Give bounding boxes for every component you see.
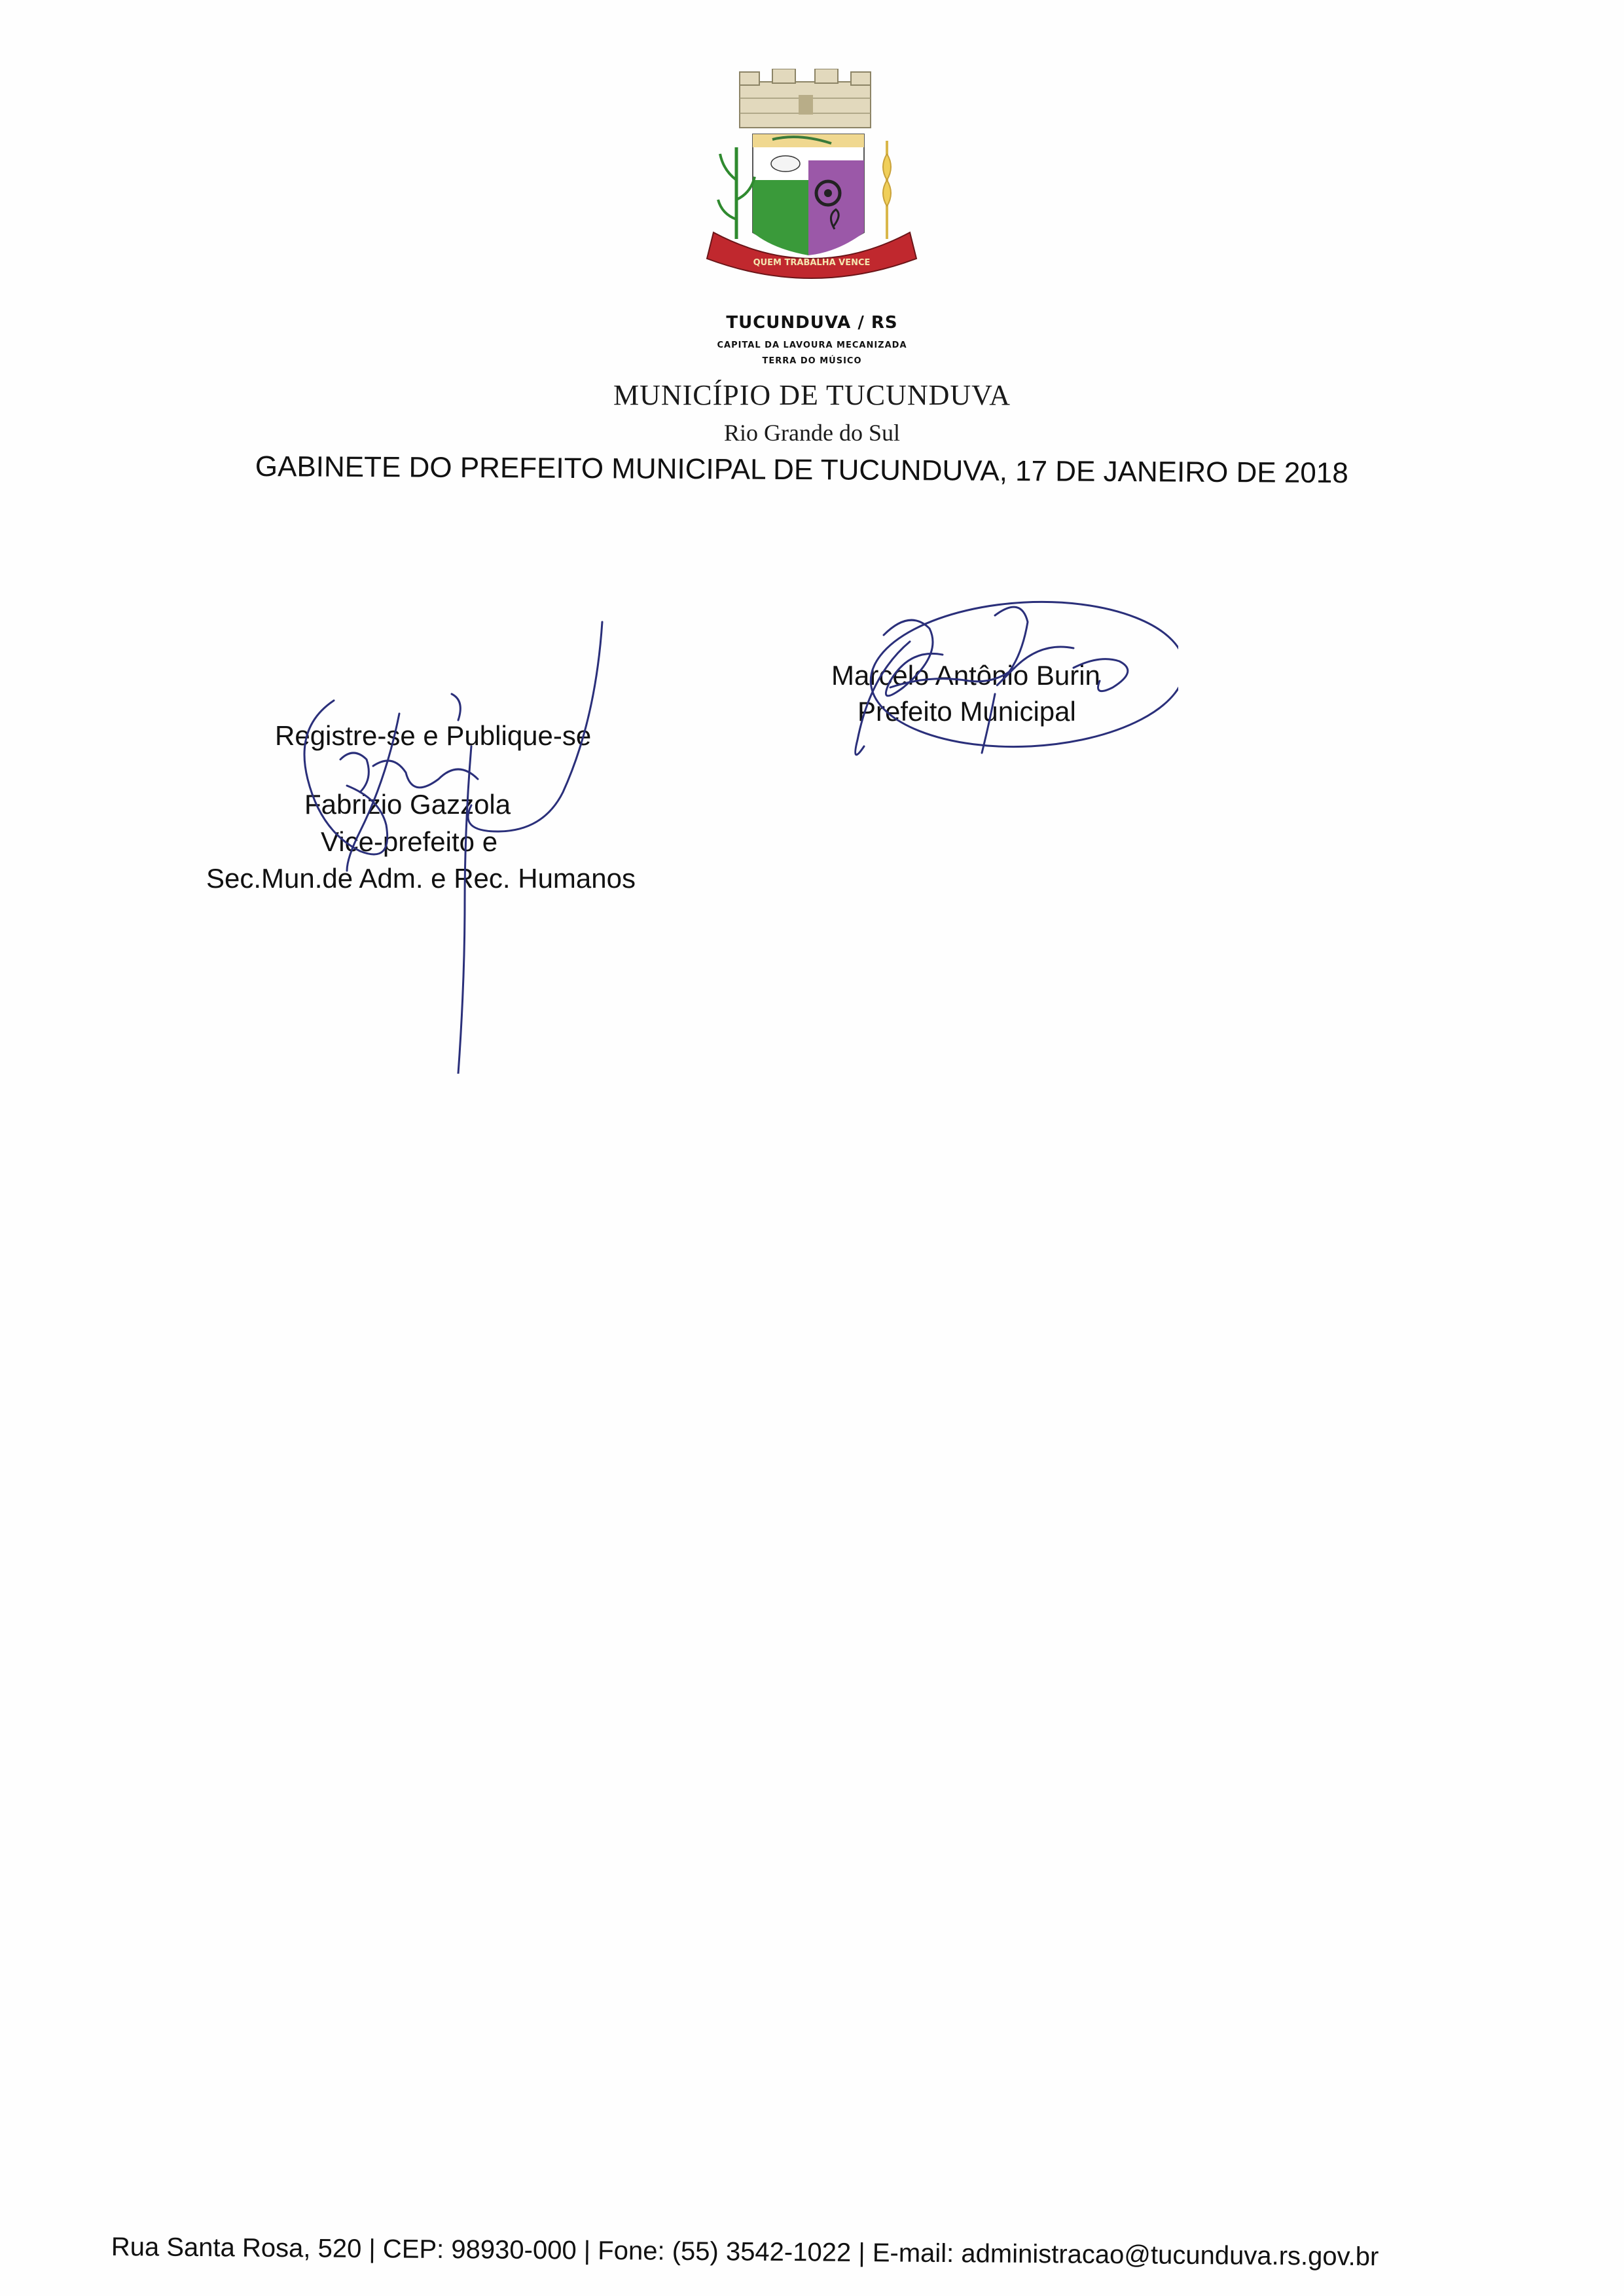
svg-text:QUEM TRABALHA VENCE: QUEM TRABALHA VENCE	[753, 258, 871, 268]
mayor-role: Prefeito Municipal	[857, 696, 1076, 727]
vice-secretariat: Sec.Mun.de Adm. e Rec. Humanos	[206, 863, 636, 894]
state-name: Rio Grande do Sul	[724, 420, 900, 446]
crest-motto-1: CAPITAL DA LAVOURA MECANIZADA	[717, 340, 907, 350]
register-note: Registre-se e Publique-se	[275, 720, 592, 751]
mayor-name: Marcelo Antônio Burin	[831, 660, 1100, 691]
crest-motto-2: TERRA DO MÚSICO	[762, 356, 862, 366]
coat-of-arms-icon	[700, 69, 923, 285]
vice-name: Fabrizio Gazzola	[304, 789, 511, 820]
municipality-name: MUNICÍPIO DE TUCUNDUVA	[613, 379, 1011, 411]
crest-title: TUCUNDUVA / RS	[726, 313, 898, 333]
document-heading: GABINETE DO PREFEITO MUNICIPAL DE TUCUNDUVA, 17 DE JANEIRO DE 2018	[255, 450, 1348, 490]
vice-role: Vice-prefeito e	[321, 826, 498, 857]
footer-contact: Rua Santa Rosa, 520 | CEP: 98930-000 | Fone: (55) 3542-1022 | E-mail: administracao@tucunduva.rs.gov.br	[111, 2232, 1379, 2272]
